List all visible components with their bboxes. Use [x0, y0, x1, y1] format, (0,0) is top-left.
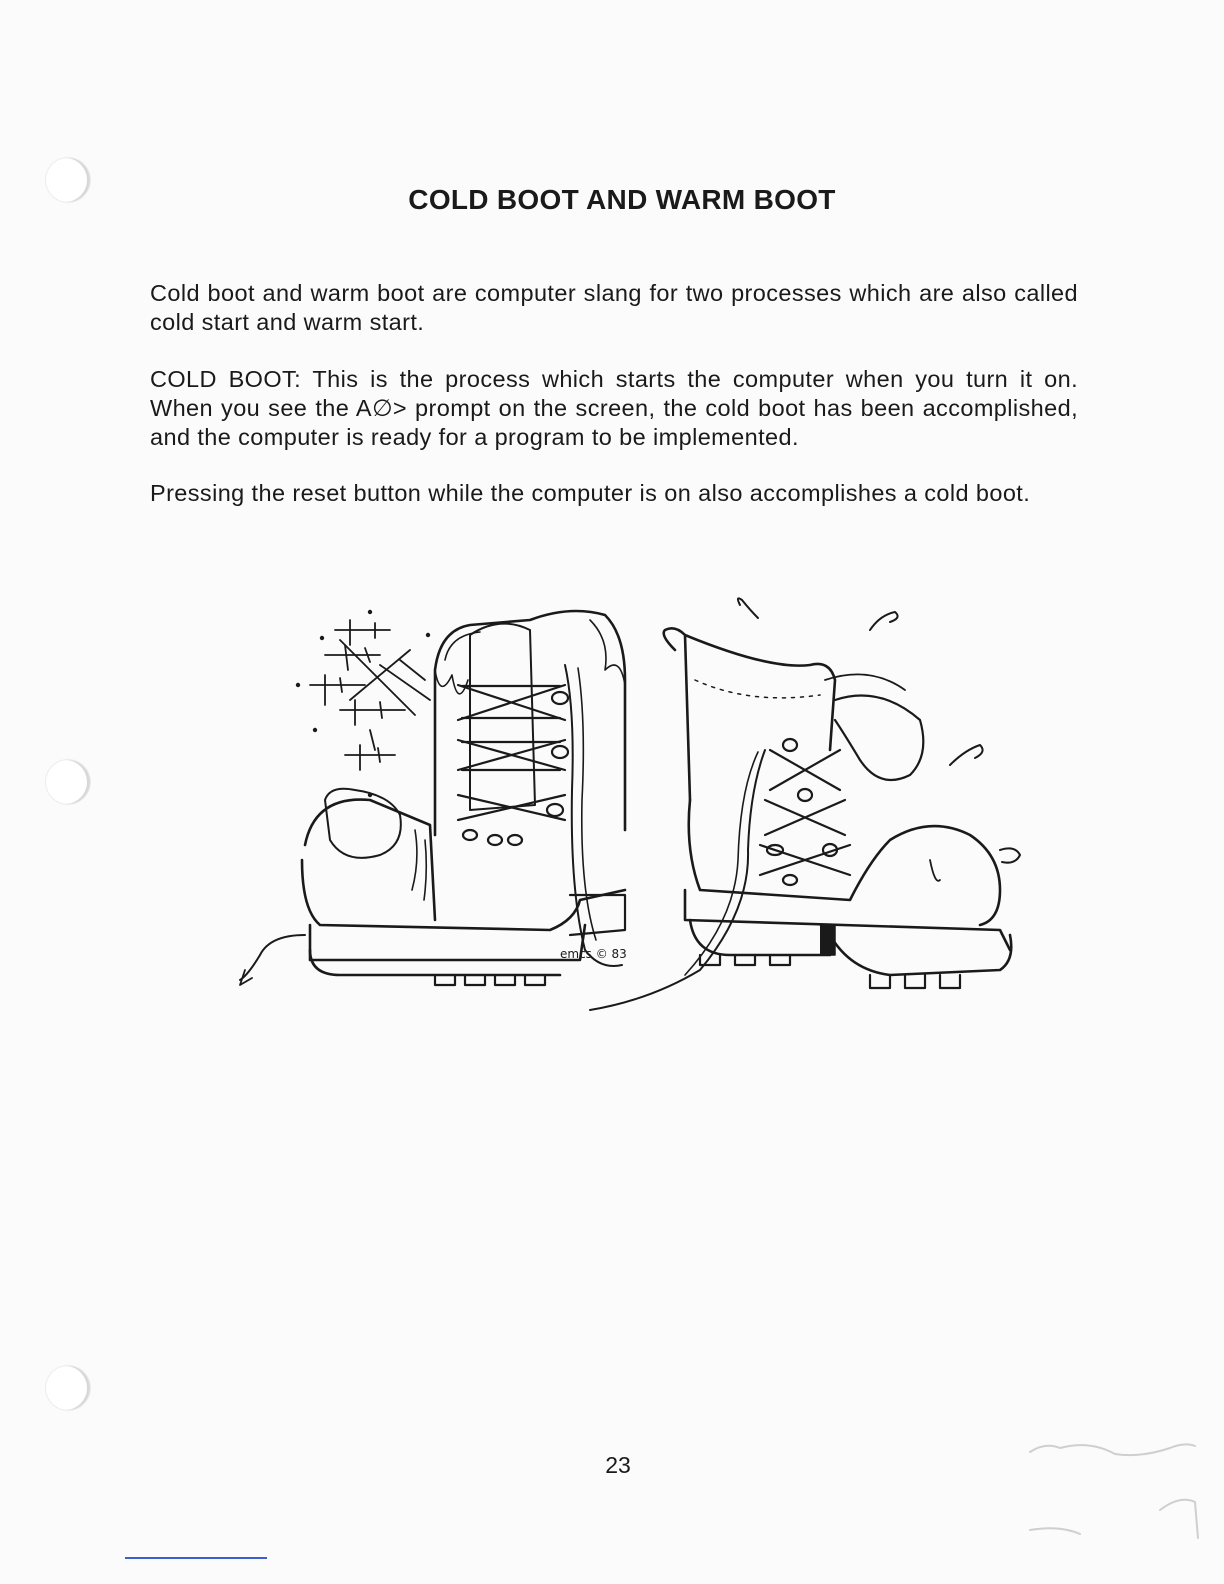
warm-boot	[590, 628, 1020, 1010]
boots-illustration	[230, 590, 1030, 1030]
body-paragraph-intro: Cold boot and warm boot are computer slang for two processes which are also called cold start and warm start.	[150, 280, 1078, 335]
bottom-rule	[125, 1557, 267, 1559]
frost-sparkles	[297, 611, 430, 797]
punch-hole	[46, 1366, 90, 1410]
punch-hole	[46, 760, 90, 804]
margin-scribble	[1020, 1430, 1210, 1550]
motion-marks	[738, 598, 983, 765]
artist-signature: emcs © 83	[560, 947, 627, 961]
frozen-boot	[240, 611, 625, 985]
body-paragraph-cold-boot: COLD BOOT: This is the process which starts the computer when you turn it on. When you see the A∅> prompt on the screen, the cold boot has been accomplished, and the computer is ready for a program to be implemented.	[150, 366, 1078, 450]
page-title: COLD BOOT AND WARM BOOT	[408, 184, 836, 215]
page-number: 23	[605, 1452, 631, 1478]
sole-treads	[700, 955, 960, 988]
body-paragraph-reset: Pressing the reset button while the computer is on also accomplishes a cold boot.	[150, 480, 1031, 506]
sole-treads	[435, 975, 545, 985]
